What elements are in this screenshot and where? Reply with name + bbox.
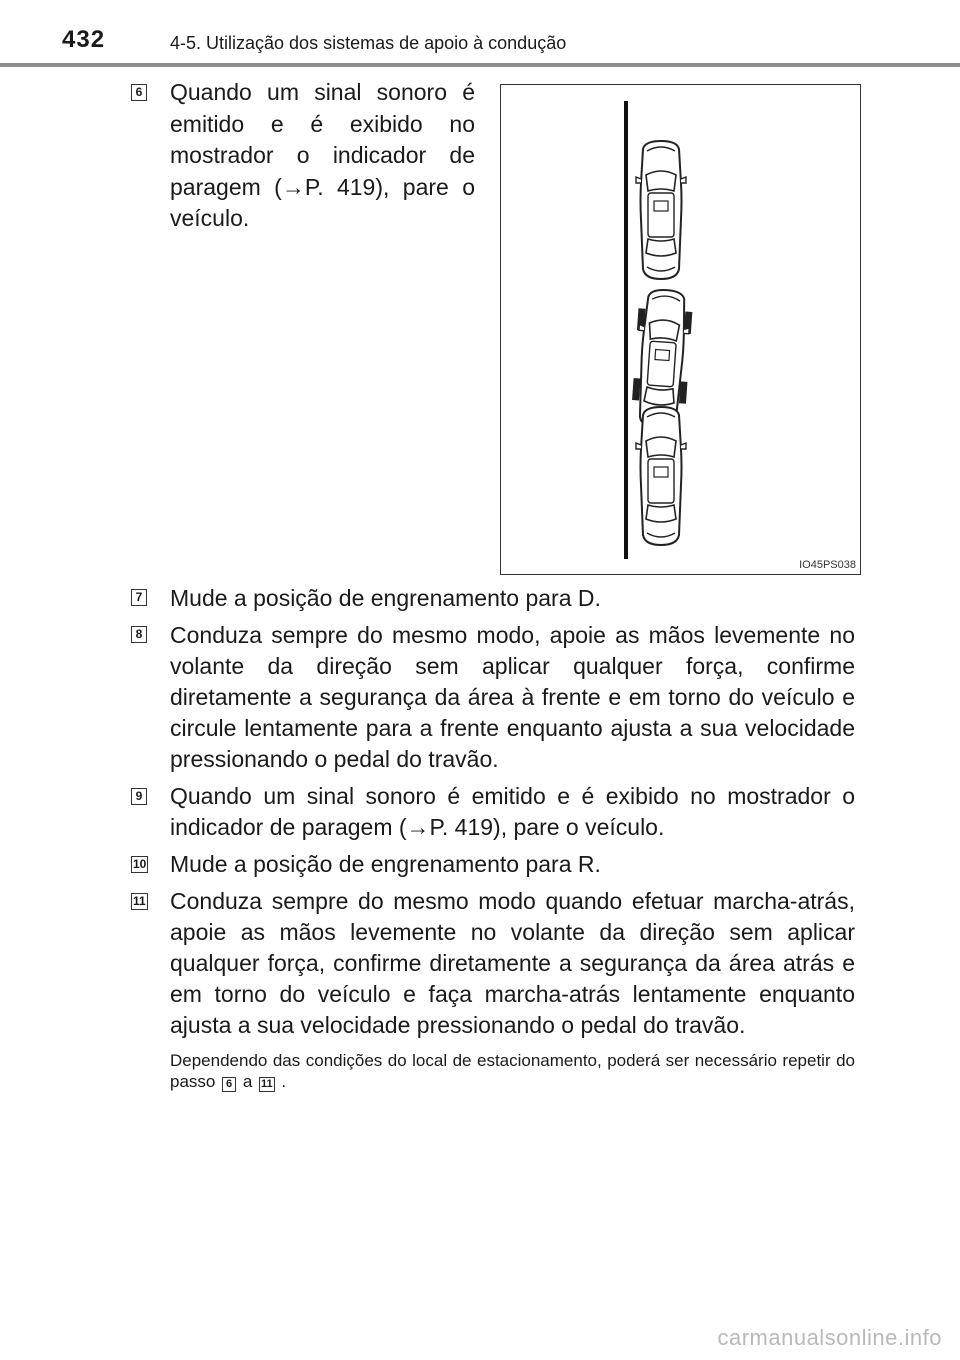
step-text-11: Conduza sempre do mesmo modo quando efetuar marcha-atrás, apoie as mãos levemente no volante da direção sem aplicar qualquer força, confirme diretamente a segurança da área atrás e em torno do veículo e faça marcha-atrás lentamente enquanto ajusta a sua velocidade pressionando o pedal do travão. [170,888,855,1038]
note-text-after: . [281,1072,287,1091]
parked-car-front-icon [636,141,686,279]
parking-diagram [501,85,862,576]
step-badge-10: 10 [133,857,147,871]
step-text-9: Quando um sinal sonoro é emitido e é exibido no mostrador o indicador de paragem (→P. 419), pare o veículo. [170,783,855,840]
note-badge-to: 11 [261,1078,273,1090]
note-text-before: Dependendo das condições do local de estacionamento, poderá ser necessário repetir do passo [170,1051,855,1091]
section-title: 4-5. Utilização dos sistemas de apoio à condução [170,33,567,53]
note-text-middle: a [242,1072,253,1091]
parking-figure [500,84,861,575]
step-badge-8: 8 [131,626,147,643]
header-rule [0,63,960,67]
watermark: carmanualsonline.info [717,1325,942,1350]
note-paragraph [170,1050,855,1092]
figure-code: IO45PS038 [799,559,856,571]
step-text-6: Quando um sinal sonoro é emitido e é exibido no mostrador o indicador de paragem (→P. 419), pare o veículo. [170,79,475,231]
parked-car-rear-icon [636,407,686,545]
step-text-10: Mude a posição de engrenamento para R. [170,851,601,877]
step-badge-6: 6 [131,84,147,101]
note-badge-from: 6 [222,1077,236,1092]
step-badge-7: 7 [131,589,147,606]
step-text-7: Mude a posição de engrenamento para D. [170,585,601,611]
step-text-8: Conduza sempre do mesmo modo, apoie as mãos levemente no volante da direção sem aplicar qualquer força, confirme diretamente a segurança da área à frente e em torno do veículo e circule lentamente para a frente enquanto ajusta a sua velocidade pressionando o pedal do travão. [170,622,855,772]
step-badge-11: 11 [133,894,146,908]
page-number: 432 [62,26,106,53]
step-badge-9: 9 [131,788,147,805]
